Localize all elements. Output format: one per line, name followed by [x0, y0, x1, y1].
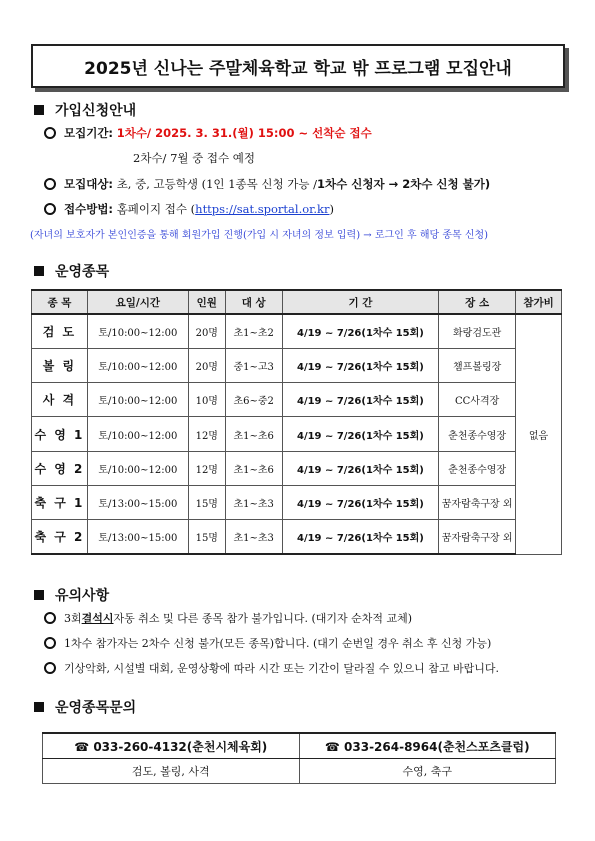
- section-inquiry-heading: [34, 697, 136, 717]
- note-3-text: 기상악화, 시설별 대회, 운영상황에 따라 시간 또는 기간이 달라질 수 있으니 참고 바랍니다.: [64, 662, 499, 675]
- period-cell: 4/19 ~ 7/26(1차수 15회): [282, 314, 439, 348]
- note-3: [44, 660, 499, 676]
- square-bullet-icon: [34, 266, 44, 276]
- people-cell: 15명: [188, 520, 225, 554]
- sport-cell: 사 격: [32, 383, 88, 417]
- square-bullet-icon: [34, 590, 44, 600]
- section-notes-heading: [34, 585, 109, 605]
- circle-bullet-icon: [44, 637, 56, 649]
- fee-cell: 없음: [516, 314, 562, 554]
- people-cell: 20명: [188, 348, 225, 382]
- period-cell: 4/19 ~ 7/26(1차수 15회): [282, 451, 439, 485]
- section-notes-title: 유의사항: [55, 588, 110, 604]
- method-value: 홈페이지 접수 (: [116, 202, 196, 216]
- sport-cell: 축 구 2: [32, 520, 88, 554]
- table-row: [32, 485, 562, 519]
- period-cell: 4/19 ~ 7/26(1차수 15회): [282, 417, 439, 451]
- people-cell: 12명: [188, 451, 225, 485]
- section-programs-title: 운영종목: [55, 264, 110, 280]
- sport-cell: 수 영 2: [32, 451, 88, 485]
- target-line: [44, 176, 490, 192]
- period-cell: 4/19 ~ 7/26(1차수 15회): [282, 485, 439, 519]
- contact-phone-row: [43, 733, 556, 759]
- section-apply-heading: [34, 100, 136, 120]
- section-programs-heading: [34, 261, 109, 281]
- note-1: [44, 610, 412, 626]
- circle-bullet-icon: [44, 178, 56, 190]
- col-header-time: 요일/시간: [87, 290, 188, 314]
- col-header-people: 인원: [188, 290, 225, 314]
- sport-cell: 수 영 1: [32, 417, 88, 451]
- note-2-text: 1차수 참가자는 2차수 신청 불가(모든 종목)합니다. (대기 순번일 경우 취소 후 신청 가능): [64, 637, 492, 650]
- time-cell: 토/13:00~15:00: [87, 520, 188, 554]
- period-cell: 4/19 ~ 7/26(1차수 15회): [282, 383, 439, 417]
- table-row: [32, 314, 562, 348]
- place-cell: 꿈자람축구장 외: [439, 520, 516, 554]
- period-second-line: [133, 150, 255, 166]
- sports-list-2: 수영, 축구: [299, 759, 556, 784]
- people-cell: 10명: [188, 383, 225, 417]
- place-cell: CC사격장: [439, 383, 516, 417]
- method-line: [44, 201, 334, 217]
- time-cell: 토/10:00~12:00: [87, 383, 188, 417]
- people-cell: 20명: [188, 314, 225, 348]
- period-label: 모집기간:: [64, 126, 114, 140]
- col-header-fee: 참가비: [516, 290, 562, 314]
- col-header-period: 기 간: [282, 290, 439, 314]
- table-row: [32, 451, 562, 485]
- schedule-table: [31, 289, 562, 555]
- target-restriction: 1차수 신청자 → 2차수 신청 불가): [317, 177, 491, 191]
- time-cell: 토/10:00~12:00: [87, 451, 188, 485]
- sport-cell: 축 구 1: [32, 485, 88, 519]
- method-label: 접수방법:: [64, 202, 114, 216]
- target-cell: 중1~고3: [225, 348, 282, 382]
- place-cell: 챔프볼링장: [439, 348, 516, 382]
- phone-chuncheon-sports-council: ☎ 033-260-4132(춘천시체육회): [43, 733, 300, 759]
- note-1-emphasis: 결석시: [81, 612, 114, 625]
- time-cell: 토/10:00~12:00: [87, 417, 188, 451]
- section-apply-title: 가입신청안내: [55, 103, 137, 119]
- table-row: [32, 348, 562, 382]
- note-1-prefix: 3회: [64, 612, 82, 625]
- sport-cell: 검 도: [32, 314, 88, 348]
- circle-bullet-icon: [44, 203, 56, 215]
- target-label: 모집대상:: [64, 177, 114, 191]
- section-inquiry-title: 운영종목문의: [55, 700, 137, 716]
- col-header-sport: 종 목: [32, 290, 88, 314]
- note-2: [44, 635, 491, 651]
- note-1-text: 자동 취소 및 다른 종목 참가 불가입니다. (대기자 순차적 교체): [113, 612, 413, 625]
- target-cell: 초1~초6: [225, 451, 282, 485]
- method-end: ): [329, 202, 335, 216]
- place-cell: 춘천종수영장: [439, 451, 516, 485]
- guide-line: [30, 226, 488, 241]
- square-bullet-icon: [34, 105, 44, 115]
- sport-cell: 볼 링: [32, 348, 88, 382]
- period-line: [44, 125, 372, 141]
- contact-sports-row: [43, 759, 556, 784]
- signup-guide: (자녀의 보호자가 본인인증을 통해 회원가입 진행(가입 시 자녀의 정보 입력) → 로그인 후 해당 종목 신청): [30, 230, 489, 241]
- square-bullet-icon: [34, 702, 44, 712]
- circle-bullet-icon: [44, 127, 56, 139]
- homepage-link[interactable]: https://sat.sportal.or.kr: [195, 202, 330, 216]
- time-cell: 토/10:00~12:00: [87, 314, 188, 348]
- period-second: 2차수/ 7월 중 접수 예정: [133, 151, 256, 165]
- target-value: 초, 중, 고등학생 (1인 1종목 신청 가능 /: [116, 177, 318, 191]
- target-cell: 초1~초6: [225, 417, 282, 451]
- table-row: [32, 520, 562, 554]
- circle-bullet-icon: [44, 612, 56, 624]
- period-value: 1차수/ 2025. 3. 31.(월) 15:00 ~ 선착순 접수: [116, 126, 372, 140]
- page-title: 2025년 신나는 주말체육학교 학교 밖 프로그램 모집안내: [31, 44, 565, 88]
- col-header-place: 장 소: [439, 290, 516, 314]
- time-cell: 토/13:00~15:00: [87, 485, 188, 519]
- target-cell: 초1~초2: [225, 314, 282, 348]
- table-row: [32, 417, 562, 451]
- col-header-target: 대 상: [225, 290, 282, 314]
- people-cell: 12명: [188, 417, 225, 451]
- target-cell: 초6~중2: [225, 383, 282, 417]
- sports-list-1: 검도, 볼링, 사격: [43, 759, 300, 784]
- period-cell: 4/19 ~ 7/26(1차수 15회): [282, 520, 439, 554]
- people-cell: 15명: [188, 485, 225, 519]
- place-cell: 화랑검도관: [439, 314, 516, 348]
- place-cell: 춘천종수영장: [439, 417, 516, 451]
- target-cell: 초1~초3: [225, 520, 282, 554]
- phone-chuncheon-sports-club: ☎ 033-264-8964(춘천스포츠클럽): [299, 733, 556, 759]
- table-header-row: [32, 290, 562, 314]
- target-cell: 초1~초3: [225, 485, 282, 519]
- time-cell: 토/10:00~12:00: [87, 348, 188, 382]
- contact-table: [42, 732, 556, 784]
- period-cell: 4/19 ~ 7/26(1차수 15회): [282, 348, 439, 382]
- table-row: [32, 383, 562, 417]
- place-cell: 꿈자람축구장 외: [439, 485, 516, 519]
- circle-bullet-icon: [44, 662, 56, 674]
